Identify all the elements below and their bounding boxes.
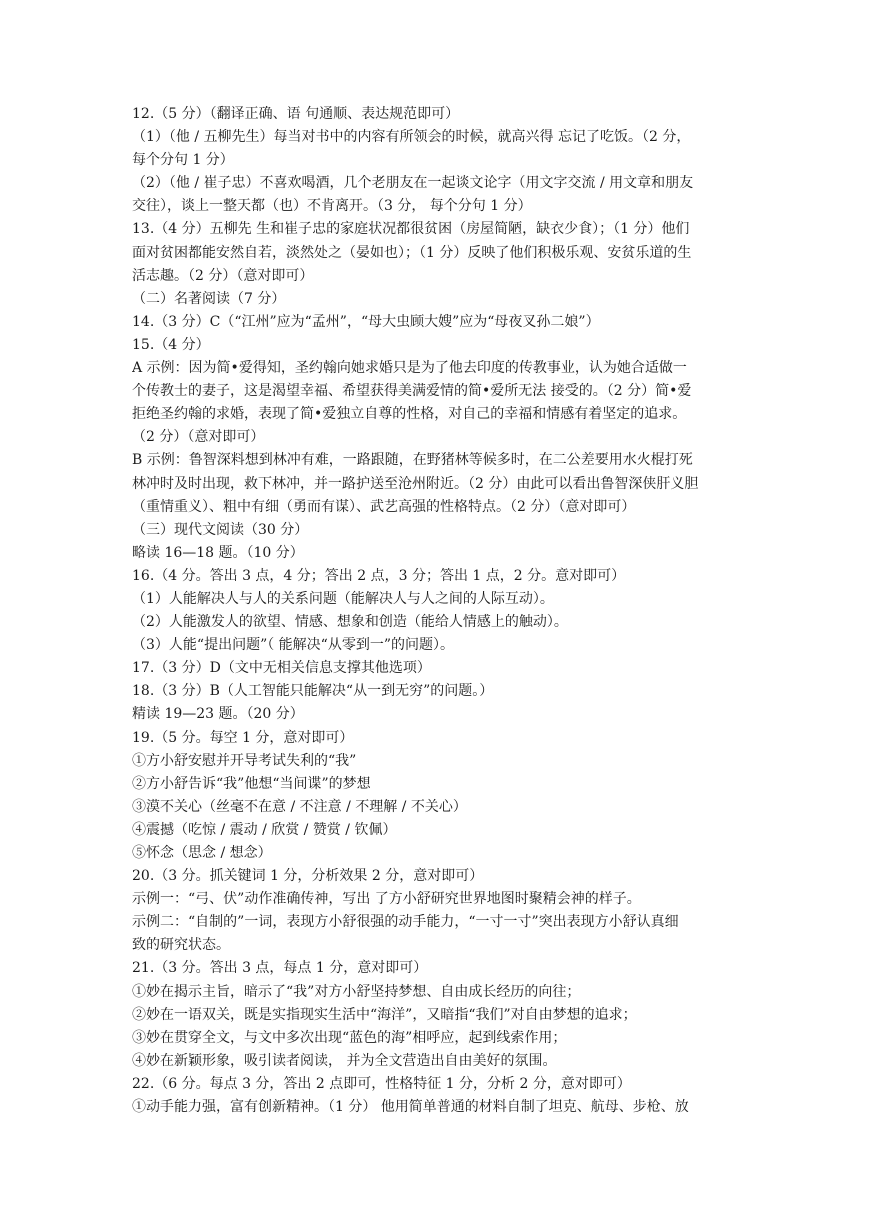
text-line: 21.（3 分。答出 3 点，每点 1 分，意对即可） xyxy=(132,960,428,977)
text-line: 拒绝圣约翰的求婚，表现了简•爱独立自尊的性格，对自己的幸福和情感有着坚定的追求。 xyxy=(132,406,687,423)
text-line: 14.（3 分）C（“江州”应为“孟州”，“母大虫顾大嫂”应为“母夜叉孙二娘”） xyxy=(132,313,600,330)
text-line: ①动手能力强，富有创新精神。（1 分） 他用简单普通的材料自制了坦克、航母、步枪、放 xyxy=(132,1099,689,1116)
text-line: ⑤怀念（思念 / 想念） xyxy=(132,845,272,861)
text-line: （2）（他 / 崔子忠）不喜欢喝酒，几个老朋友在一起谈文论字（用文字交流 / 用文章和朋友 xyxy=(132,175,694,192)
text-line: ③妙在贯穿全文，与文中多次出现“蓝色的海”相呼应，起到线索作用； xyxy=(132,1029,567,1046)
text-line: 17.（3 分）D（文中无相关信息支撑其他选项） xyxy=(132,660,431,677)
text-line: 林冲时及时出现，救下林冲，并一路护送至沧州附近。（2 分）由此可以看出鲁智深侠肝义胆 xyxy=(132,475,699,492)
text-line: ③漠不关心（丝毫不在意 / 不注意 / 不理解 / 不关心） xyxy=(132,798,467,815)
text-line: 面对贫困都能安然自若，淡然处之（晏如也）；（1 分）反映了他们积极乐观、安贫乐道的生 xyxy=(132,244,692,261)
text-line: 示例二：“自制的”一词，表现方小舒很强的动手能力，“一寸一寸”突出表现方小舒认真细 xyxy=(132,914,679,931)
text-line: 18.（3 分）B（人工智能只能解决“从一到无穷”的问题。） xyxy=(132,683,494,700)
text-line: （重情重义）、粗中有细（勇而有谋）、武艺高强的性格特点。（2 分）（意对即可） xyxy=(132,498,636,515)
text-line: 略读 16—18 题。（10 分） xyxy=(132,544,304,561)
text-line: ①方小舒安慰并开导考试失利的“我” xyxy=(132,752,357,769)
text-line: 致的研究状态。 xyxy=(132,937,230,954)
text-line: 精读 19—23 题。（20 分） xyxy=(132,706,304,723)
text-line: （3）人能“提出问题”（ 能解决“从零到一”的问题）。 xyxy=(132,637,454,654)
text-line: ①妙在揭示主旨，暗示了“我”对方小舒坚持梦想、自由成长经历的向往； xyxy=(132,983,581,1000)
text-line: （1）（他 / 五柳先生）每当对书中的内容有所领会的时候，就高兴得 忘记了吃饭。（2 分， xyxy=(132,129,691,146)
answer-key-text xyxy=(132,103,742,1119)
text-line: 12.（5 分）（翻译正确、语 句通顺、表达规范即可） xyxy=(132,106,460,122)
text-line: 示例一：“弓、伏”动作准确传神，写出 了方小舒研究世界地图时聚精会神的样子。 xyxy=(132,891,641,908)
text-line: 16.（4 分。答出 3 点，4 分；答出 2 点，3 分；答出 1 点，2 分。意对即可） xyxy=(132,567,626,584)
text-line: A 示例：因为简•爱得知，圣约翰向她求婚只是为了他去印度的传教事业，认为她合适做一 xyxy=(132,360,687,377)
text-line: （2）人能激发人的欲望、情感、想象和创造（能给人情感上的触动）。 xyxy=(132,614,568,631)
text-line: 20.（3 分。抓关键词 1 分，分析效果 2 分，意对即可） xyxy=(132,868,484,885)
text-line: B 示例：鲁智深料想到林冲有难，一路跟随，在野猪林等候多时，在二公差要用水火棍打死 xyxy=(132,452,693,469)
text-line: 15.（4 分） xyxy=(132,336,210,353)
text-line: （1）人能解决人与人的关系问题（能解决人与人之间的人际互动）。 xyxy=(132,590,554,607)
text-line: （2 分）（意对即可） xyxy=(132,429,265,446)
text-line: 个传教士的妻子，这是渴望幸福、希望获得美满爱情的简•爱所无法 接受的。（2 分）简•爱 xyxy=(132,383,692,400)
text-line: 13.（4 分）五柳先 生和崔子忠的家庭状况都很贫困（房屋简陋，缺衣少食）；（1 分）他们 xyxy=(132,221,690,238)
section-heading: （三）现代文阅读（30 分） xyxy=(132,521,309,538)
text-line: ②方小舒告诉“我”他想“当间谍”的梦想 xyxy=(132,775,371,792)
text-line: 19.（5 分。每空 1 分，意对即可） xyxy=(132,729,354,746)
section-heading: （二）名著阅读（7 分） xyxy=(132,290,286,307)
text-line: 活志趣。（2 分）（意对即可） xyxy=(132,267,314,284)
text-line: ④震撼（吃惊 / 震动 / 欣赏 / 赞赏 / 钦佩） xyxy=(132,821,397,838)
text-line: ④妙在新颖形象，吸引读者阅读， 并为全文营造出自由美好的氛围。 xyxy=(132,1052,557,1069)
text-line: 每个分句 1 分） xyxy=(132,152,234,169)
text-line: 交往），谈上一整天都（也）不肯离开。（3 分， 每个分句 1 分） xyxy=(132,198,532,215)
text-line: ②妙在一语双关，既是实指现实生活中“海洋”，又暗指“我们”对自由梦想的追求； xyxy=(132,1006,637,1023)
text-line: 22.（6 分。每点 3 分，答出 2 点即可，性格特征 1 分，分析 2 分，意对即可） xyxy=(132,1075,631,1092)
